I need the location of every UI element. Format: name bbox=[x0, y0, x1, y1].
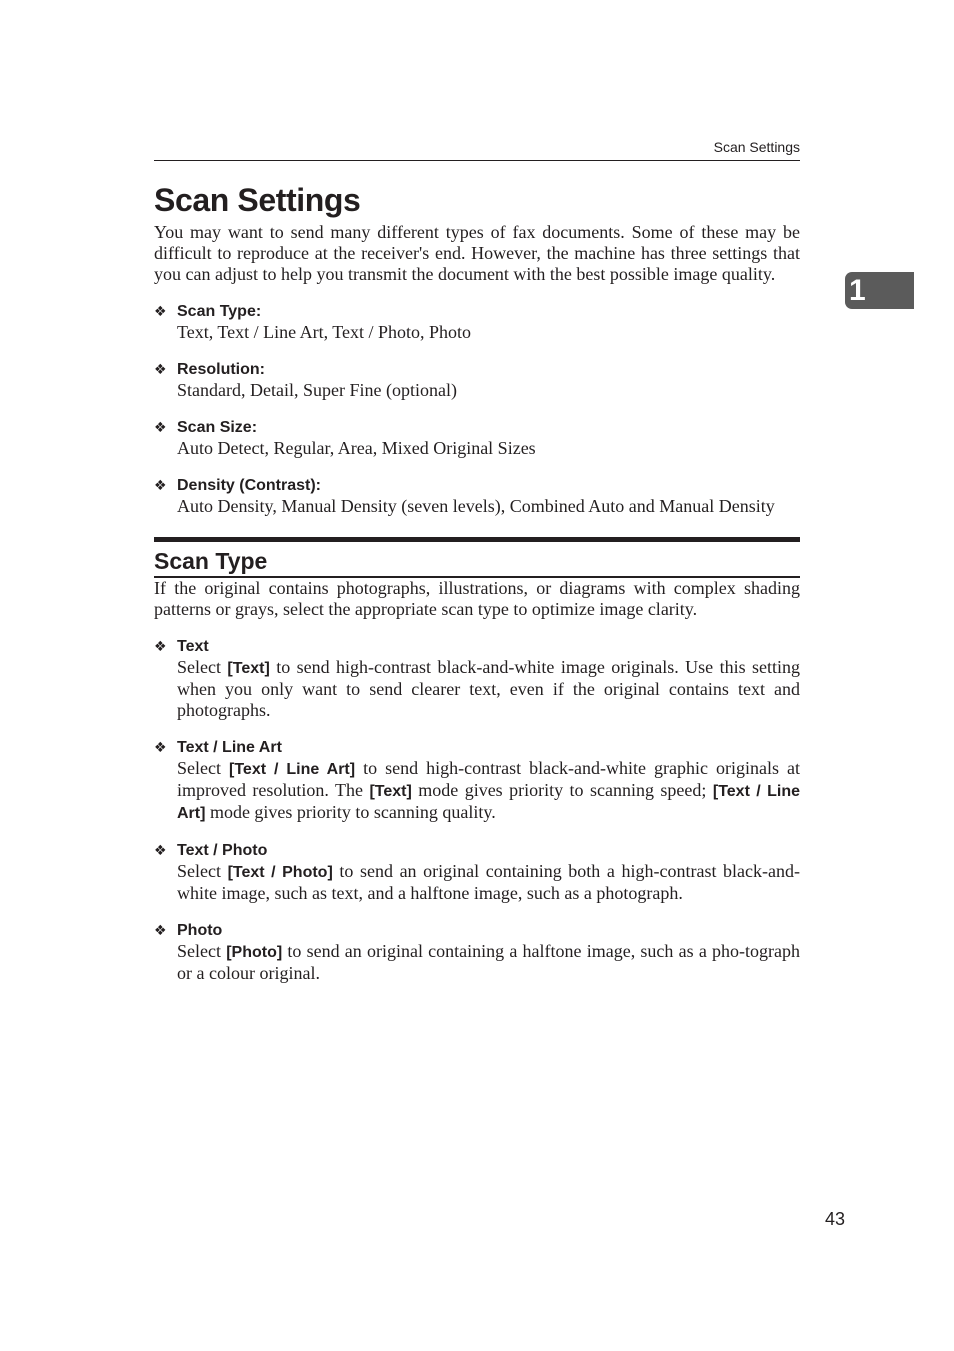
page-title: Scan Settings bbox=[154, 182, 361, 218]
setting-resolution bbox=[154, 359, 800, 401]
scan-type-description: Select [Photo] to send an original containing a halftone image, such as a pho-tograph or a colour original. bbox=[177, 941, 800, 983]
setting-label: Scan Type: bbox=[177, 303, 262, 320]
scan-type-label: Text / Line Art bbox=[177, 739, 282, 756]
setting-density bbox=[154, 475, 800, 517]
ui-key-photo: [Photo] bbox=[226, 944, 283, 961]
scan-type-description: Select [Text / Photo] to send an original containing both a high-contrast black-and-white image, such as text, and a halftone image, such as a photograph. bbox=[177, 861, 801, 903]
diamond-bullet-icon: ❖ bbox=[154, 419, 167, 435]
setting-description: Text, Text / Line Art, Text / Photo, Photo bbox=[177, 322, 472, 342]
setting-label: Density (Contrast): bbox=[177, 477, 322, 494]
diamond-bullet-icon: ❖ bbox=[154, 303, 167, 319]
scan-type-text bbox=[154, 636, 800, 721]
section-title: Scan Type bbox=[154, 548, 268, 574]
scan-type-label: Photo bbox=[177, 922, 223, 939]
running-header: Scan Settings bbox=[154, 138, 800, 161]
scan-type-text-line-art bbox=[154, 737, 800, 824]
ui-key-text: [Text] bbox=[369, 783, 412, 800]
setting-description: Standard, Detail, Super Fine (optional) bbox=[177, 380, 457, 400]
scan-type-label: Text / Photo bbox=[177, 842, 268, 859]
intro-paragraph: You may want to send many different types of fax documents. Some of these may be difficult to reproduce at the receiver's end. However, the machine has three settings that you can adjust to help you transmit the document with the best possible image quality. bbox=[154, 222, 800, 284]
ui-key-text-line-art: [Text / Line Art] bbox=[229, 761, 356, 778]
diamond-bullet-icon: ❖ bbox=[154, 739, 167, 755]
setting-label: Scan Size: bbox=[177, 419, 258, 436]
scan-type-intro: If the original contains photographs, illustrations, or diagrams with complex shading patterns or grays, select the appropriate scan type to optimize image clarity. bbox=[154, 578, 800, 619]
setting-description: Auto Detect, Regular, Area, Mixed Original Sizes bbox=[177, 438, 536, 458]
diamond-bullet-icon: ❖ bbox=[154, 361, 167, 377]
ui-key-text-line-art: [Text / Line Art] bbox=[177, 783, 801, 822]
setting-label: Resolution: bbox=[177, 361, 265, 378]
setting-scan-type bbox=[154, 301, 800, 343]
scan-type-description: Select [Text / Line Art] to send high-contrast black-and-white graphic originals at improved resolution. The [Text] mode gives priority to scanning speed; [Text / Line Art] mode gives priority to scanning quality. bbox=[177, 758, 801, 822]
page-content bbox=[154, 178, 800, 984]
ui-key-text: [Text] bbox=[227, 660, 270, 677]
diamond-bullet-icon: ❖ bbox=[154, 477, 167, 493]
diamond-bullet-icon: ❖ bbox=[154, 842, 167, 858]
section-heading-scan-type bbox=[154, 537, 800, 578]
scan-type-label: Text bbox=[177, 638, 209, 655]
scan-type-text-photo bbox=[154, 840, 800, 904]
setting-scan-size bbox=[154, 417, 800, 459]
ui-key-text-photo: [Text / Photo] bbox=[227, 864, 333, 881]
scan-type-description: Select [Text] to send high-contrast black-and-white image originals. Use this setting when you only want to send clearer text, even if the original contains text and photographs. bbox=[177, 657, 800, 720]
scan-type-photo bbox=[154, 920, 800, 984]
chapter-tab: 1 bbox=[845, 272, 914, 309]
diamond-bullet-icon: ❖ bbox=[154, 638, 167, 654]
diamond-bullet-icon: ❖ bbox=[154, 922, 167, 938]
setting-description: Auto Density, Manual Density (seven levels), Combined Auto and Manual Density bbox=[177, 496, 775, 516]
page-number: 43 bbox=[824, 1209, 845, 1229]
